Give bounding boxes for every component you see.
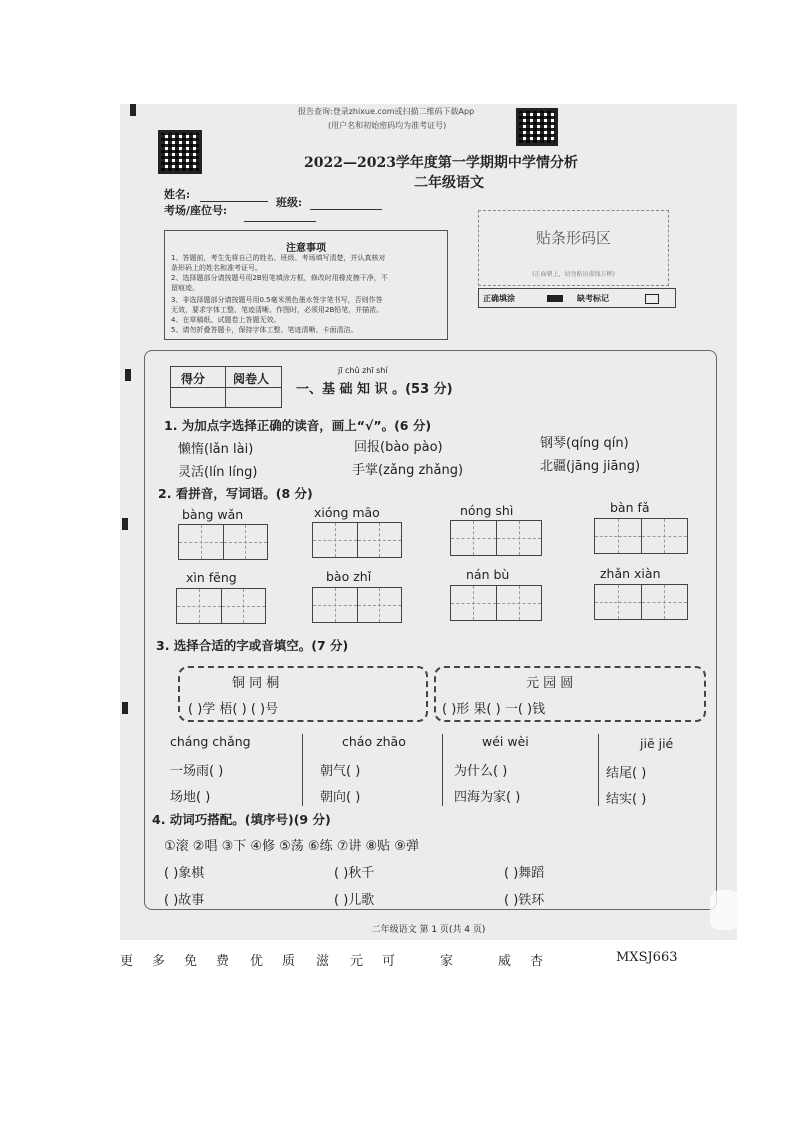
barcode-area: [478, 210, 669, 286]
barcode-sub: (正面朝上，切勿贴出虚线方框): [532, 271, 615, 278]
q1-item[interactable]: 手掌(zǎng zhǎng): [352, 463, 464, 478]
q1-title: 1. 为加点字选择正确的读音，画上“√”。(6 分): [164, 418, 432, 433]
q1-item[interactable]: 钢琴(qíng qín): [540, 436, 629, 451]
q3-pinyin: wéi wèi: [482, 734, 529, 749]
q3-pinyin: cháo zhāo: [342, 734, 406, 749]
seat-label: 考场/座位号:: [164, 204, 228, 217]
q4-item[interactable]: ( )秋千: [334, 866, 375, 881]
q3-item[interactable]: 朝向( ): [320, 790, 361, 805]
writing-grid[interactable]: [594, 584, 688, 620]
q3-item[interactable]: 场地( ): [170, 790, 211, 805]
query-line-2: (用户名和初始密码均为准考证号): [328, 121, 447, 130]
q3-pinyin: cháng chǎng: [170, 734, 251, 749]
name-label: 姓名:: [164, 188, 191, 201]
q3-item[interactable]: 结尾( ): [606, 766, 647, 781]
score-label: 得分: [181, 372, 206, 386]
notice-box: [164, 230, 448, 340]
q1-item[interactable]: 懒惰(lǎn lài): [178, 442, 254, 457]
q1-item[interactable]: 灵活(lín líng): [178, 465, 258, 480]
bottom-char: 质: [282, 954, 296, 969]
q4-item[interactable]: ( )故事: [164, 893, 205, 908]
notice-line: 留痕迹。: [171, 284, 199, 292]
section1-title: 一、基 础 知 识 。(53 分): [296, 382, 453, 397]
exam-photo: [120, 104, 737, 940]
q2-pinyin: zhǎn xiàn: [600, 566, 661, 581]
q2-pinyin: bàng wǎn: [182, 507, 244, 522]
q1-item[interactable]: 北疆(jāng jiāng): [540, 459, 641, 474]
q2-pinyin: nán bù: [466, 567, 510, 582]
notice-line: 无效，要求字体工整、笔迹清晰。作图时，必须用2B铅笔，并描浓。: [171, 306, 384, 314]
class-label: 班级:: [276, 196, 303, 209]
q2-pinyin: bàn fǎ: [610, 500, 650, 515]
fill-bar: [478, 288, 676, 308]
exam-title: 2022—2023学年度第一学期期中学情分析: [304, 155, 578, 171]
q4-title: 4. 动词巧搭配。(填序号)(9 分): [152, 812, 331, 827]
bottom-char: 可: [382, 954, 396, 969]
corner-mark: [125, 369, 131, 381]
score-box: [170, 366, 282, 408]
notice-line: 1、答题前，考生先将自己的姓名、班级、考场填写清楚，并认真核对: [171, 254, 386, 262]
q4-item[interactable]: ( )铁环: [504, 893, 545, 908]
corner-mark: [122, 518, 128, 530]
writing-grid[interactable]: [178, 524, 268, 560]
absent-checkbox[interactable]: [645, 294, 659, 304]
q3-box2-chars: 元 园 圆: [526, 676, 574, 691]
q4-options: ①滚 ②唱 ③下 ④修 ⑤荡 ⑥练 ⑦讲 ⑧贴 ⑨弹: [164, 839, 419, 854]
grader-label: 阅卷人: [233, 372, 270, 386]
bottom-char: 家: [440, 954, 454, 969]
class-line[interactable]: [310, 208, 382, 210]
section1-pinyin: jī chǔ zhī shí: [338, 366, 388, 375]
q3-box2-fill[interactable]: ( )形 果( ) 一( )钱: [442, 702, 546, 717]
q4-item[interactable]: ( )象棋: [164, 866, 205, 881]
writing-grid[interactable]: [450, 585, 542, 621]
bottom-code: MXSJ663: [616, 950, 678, 965]
bottom-char: 滋: [316, 954, 330, 969]
writing-grid[interactable]: [594, 518, 688, 554]
notice-line: 5、请勿折叠答题卡，保持字体工整、笔迹清晰、卡面清洁。: [171, 326, 358, 334]
corner-mark: [122, 702, 128, 714]
exam-subtitle: 二年级语文: [414, 175, 484, 191]
q2-pinyin: xióng māo: [314, 505, 380, 520]
notice-line: 2、选择题部分请按题号用2B铅笔填涂方框，修改时用橡皮擦干净，不: [171, 274, 388, 282]
seat-line[interactable]: [244, 220, 316, 222]
q3-box1-chars: 铜 同 桐: [232, 676, 280, 691]
q4-item[interactable]: ( )舞蹈: [504, 866, 545, 881]
corner-mark: [130, 104, 136, 116]
q3-item[interactable]: 四海为家( ): [454, 790, 521, 805]
bottom-char: 杏: [530, 954, 544, 969]
q3-item[interactable]: 为什么( ): [454, 764, 508, 779]
q3-title: 3. 选择合适的字或音填空。(7 分): [156, 638, 349, 653]
q2-pinyin: bào zhǐ: [326, 569, 372, 584]
writing-grid[interactable]: [312, 587, 402, 623]
q4-item[interactable]: ( )儿歌: [334, 893, 375, 908]
bottom-char: 免: [184, 954, 198, 969]
q3-item[interactable]: 结实( ): [606, 792, 647, 807]
q3-item[interactable]: 朝气( ): [320, 764, 361, 779]
writing-grid[interactable]: [450, 520, 542, 556]
notice-line: 3、非选择题部分请按题号用0.5毫米黑色墨水签字笔书写，否则作答: [171, 296, 383, 304]
qr-code-icon: [516, 108, 558, 146]
q3-pinyin: jiē jié: [640, 736, 674, 751]
q2-pinyin: xìn fēng: [186, 570, 237, 585]
correct-fill-label: 正确填涂: [483, 294, 515, 303]
notice-line: 4、在草稿纸、试题卷上答题无效。: [171, 316, 281, 324]
q3-item[interactable]: 一场雨( ): [170, 764, 224, 779]
bottom-char: 更: [120, 954, 134, 969]
qr-code-icon: [158, 130, 202, 174]
bottom-char: 多: [152, 954, 166, 969]
bottom-char: 威: [498, 954, 512, 969]
q1-item[interactable]: 回报(bào pào): [354, 440, 443, 455]
photo-glare: [710, 890, 737, 930]
writing-grid[interactable]: [176, 588, 266, 624]
absent-label: 缺考标记: [577, 294, 609, 303]
q2-pinyin: nóng shì: [460, 503, 514, 518]
bottom-char: 优: [250, 954, 264, 969]
barcode-title: 贴条形码区: [535, 229, 611, 247]
q3-box1-fill[interactable]: ( )学 梧( ) ( )号: [188, 702, 279, 717]
page-footer: 二年级语文 第 1 页(共 4 页): [371, 925, 486, 935]
bottom-char: 费: [216, 954, 230, 969]
q2-title: 2. 看拼音，写词语。(8 分): [158, 486, 313, 501]
notice-title: 注意事项: [286, 243, 326, 254]
notice-line: 条形码上的姓名和准考证号。: [171, 264, 262, 272]
writing-grid[interactable]: [312, 522, 402, 558]
bottom-char: 元: [350, 954, 364, 969]
query-line-1: 报告查询:登录zhixue.com或扫描二维码下载App: [298, 107, 475, 116]
correct-fill-mark: [547, 295, 563, 302]
